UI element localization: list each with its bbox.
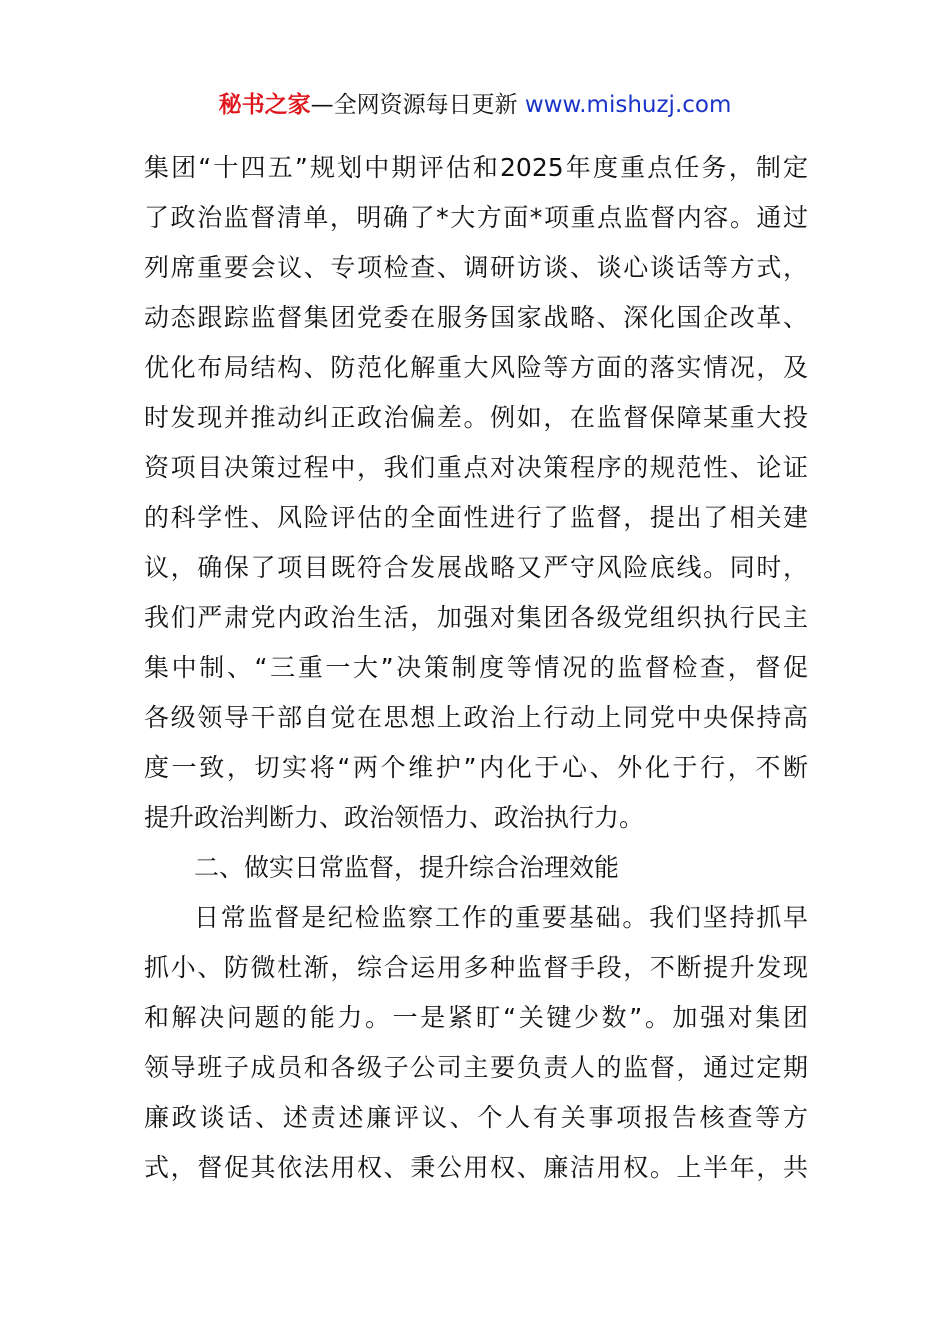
text-line: 各级领导干部自觉在思想上政治上行动上同党中央保持高 (144, 703, 808, 732)
section-heading: 二、做实日常监督，提升综合治理效能 (194, 853, 620, 882)
text-line: 了政治监督清单，明确了*大方面*项重点监督内容。通过 (144, 203, 808, 232)
text-line: 和解决问题的能力。一是紧盯“关键少数”。加强对集团 (144, 1003, 808, 1032)
site-url-link[interactable]: www.mishuzj.com (524, 92, 732, 118)
text-line: 集中制、“三重一大”决策制度等情况的监督检查，督促 (144, 653, 808, 682)
text-line: 优化布局结构、防范化解重大风险等方面的落实情况，及 (144, 353, 808, 382)
text-line: 资项目决策过程中，我们重点对决策程序的规范性、论证 (144, 453, 808, 482)
text-line: 集团“十四五”规划中期评估和2025年度重点任务，制定 (144, 153, 808, 182)
text-line: 我们严肃党内政治生活，加强对集团各级党组织执行民主 (144, 603, 808, 632)
text-line: 度一致，切实将“两个维护”内化于心、外化于行，不断 (144, 753, 808, 782)
document-body (144, 146, 808, 1196)
site-brand: 秘书之家 (218, 92, 311, 118)
site-header (0, 88, 950, 122)
text-line: 时发现并推动纠正政治偏差。例如，在监督保障某重大投 (144, 403, 808, 432)
text-line: 议，确保了项目既符合发展战略又严守风险底线。同时， (144, 553, 808, 582)
text-line: 提升政治判断力、政治领悟力、政治执行力。 (144, 803, 645, 832)
text-line: 列席重要会议、专项检查、调研访谈、谈心谈话等方式， (144, 253, 808, 282)
text-line: 的科学性、风险评估的全面性进行了监督，提出了相关建 (144, 503, 808, 532)
text-line: 廉政谈话、述责述廉评议、个人有关事项报告核查等方 (144, 1103, 808, 1132)
site-tagline: —全网资源每日更新 (310, 92, 525, 118)
text-line: 日常监督是纪检监察工作的重要基础。我们坚持抓早 (194, 903, 808, 932)
text-line: 抓小、防微杜渐，综合运用多种监督手段，不断提升发现 (144, 953, 808, 982)
text-line: 动态跟踪监督集团党委在服务国家战略、深化国企改革、 (144, 303, 808, 332)
text-line: 式，督促其依法用权、秉公用权、廉洁用权。上半年，共 (144, 1153, 808, 1182)
text-line: 领导班子成员和各级子公司主要负责人的监督，通过定期 (144, 1053, 808, 1082)
